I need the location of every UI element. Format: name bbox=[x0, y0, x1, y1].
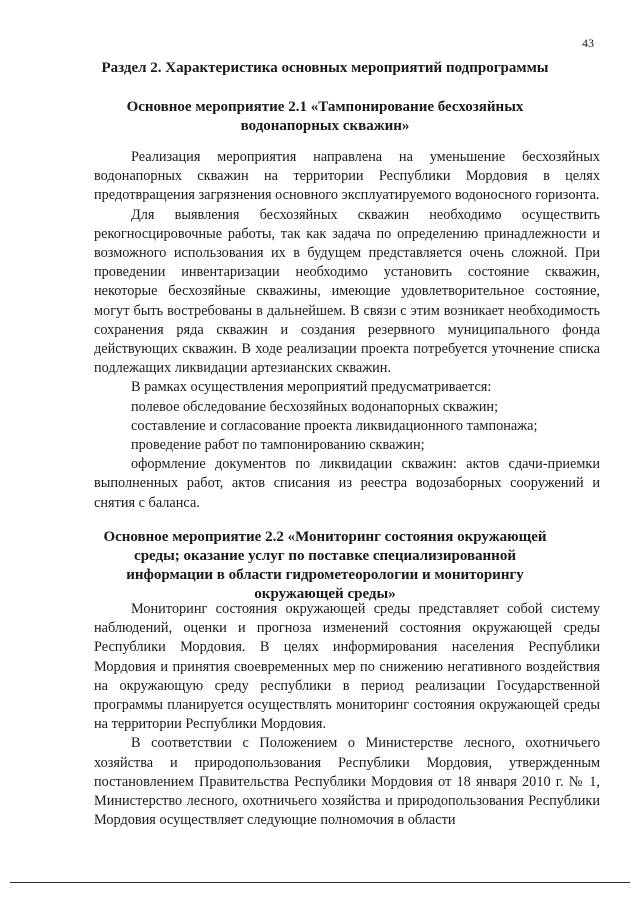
list-intro: В рамках осуществления мероприятий предусматривается: bbox=[131, 379, 492, 396]
paragraph: Для выявления бесхозяйных скважин необходимо осуществить рекогносцировочные работы, так как задача по определению принадлежности и возможного использования их в будущем представляется очень сложной. При проведении инвентаризации необходимо установить состояние скважин, некоторые бесхозяйные скважины, имеющие удовлетворительное состояние, могут быть востребованы в дальнейшем. В связи с этим возникает необходимость сохранения ряда скважин и создания резервного муниципального фонда действующих скважин. В ходе реализации проекта потребуется уточнение списка подлежащих ликвидации артезианских скважин. bbox=[94, 206, 600, 377]
paragraph: В соответствии с Положением о Министерстве лесного, охотничьего хозяйства и природопользования Республики Мордовия, утвержденным постановлением Правительства Республики Мордовия от 18 января 2010 г. № 1, Министерство лесного, охотничьего хозяйства и природопользования Республики Мордовия осуществляет следующие полномочия в области bbox=[94, 735, 600, 829]
page-number: 43 bbox=[582, 36, 594, 50]
paragraph: Мониторинг состояния окружающей среды представляет собой систему наблюдений, оценки и прогноза изменений состояния окружающей среды Республики Мордовия. В целях информирования населения Республики Мордовия и принятия своевременных мер по снижению негативного воздействия на окружающую среду республики в период реализации Государственной программы планируется осуществлять мониторинг состояния окружающей среды на территории Республики Мордовия. bbox=[94, 601, 600, 733]
section-title: Раздел 2. Характеристика основных мероприятий подпрограммы bbox=[101, 60, 549, 76]
list-item: полевое обследование бесхозяйных водонапорных скважин; bbox=[131, 398, 499, 415]
list-item: проведение работ по тампонированию скважин; bbox=[131, 437, 425, 454]
measure-2-1-title: Основное мероприятие 2.1 «Тампонирование бесхозяйных водонапорных скважин» bbox=[126, 99, 524, 134]
paragraph: Реализация мероприятия направлена на уменьшение бесхозяйных водонапорных скважин на территории Республики Мордовия в целях предотвращения загрязнения основного эксплуатируемого водоносного горизонта. bbox=[94, 149, 600, 204]
footer-divider bbox=[10, 882, 630, 883]
list-item: оформление документов по ликвидации скважин: актов сдачи-приемки выполненных работ, актов списания из реестра водозаборных сооружений и снятия с баланса. bbox=[94, 456, 600, 511]
measure-2-1-body bbox=[94, 148, 600, 513]
list-item: составление и согласование проекта ликвидационного тампонажа; bbox=[131, 417, 538, 434]
measure-2-2-body bbox=[94, 600, 600, 830]
measure-2-2-title: Основное мероприятие 2.2 «Мониторинг состояния окружающей среды; оказание услуг по поставке специализированной информации в области гидрометеорологии и мониторингу окружающей среды» bbox=[103, 529, 547, 602]
